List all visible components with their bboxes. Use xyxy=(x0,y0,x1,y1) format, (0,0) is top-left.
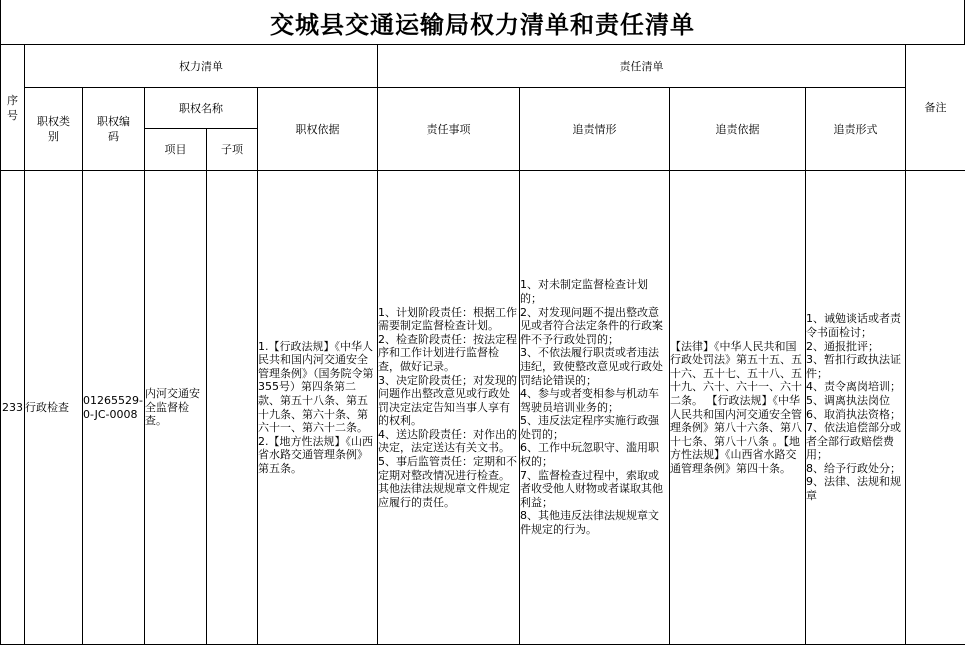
basis-header: 职权依据 xyxy=(258,88,378,171)
row-seq: 233 xyxy=(1,171,25,645)
header-row-2 xyxy=(1,88,965,129)
power-responsibility-table xyxy=(0,44,965,645)
acc-form-header: 追责形式 xyxy=(806,88,906,171)
row-acc-basis: 【法律】《中华人民共和国行政处罚法》第五十五、五十六、五十七、五十八、五十九、六十、六十一、六十二条。 【行政法规】《中华人民共和国内河交通安全管理条例》第八十六条、第八十七条、第八十八条 。【地方性法规】《山西省水路交通管理条例》第四十条。 xyxy=(670,171,806,645)
header-row-1 xyxy=(1,45,965,88)
seq-header: 序号 xyxy=(1,45,25,171)
acc-cases-header: 追责情形 xyxy=(520,88,670,171)
row-code: 01265529-0-JC-0008 xyxy=(83,171,145,645)
category-header: 职权类别 xyxy=(25,88,83,171)
row-resp-items: 1、计划阶段责任：根据工作需要制定监督检查计划。 2、检查阶段责任：按法定程序和工作计划进行监督检查，做好记录。 3、决定阶段责任；对发现的问题作出整改意见或行政处罚决定法定告知当事人享有的权利。 4、送达阶段责任：对作出的决定，法定送达有关文书。 5、事后监管责任：定期和不定期对整改情况进行检查。其他法律法规规章文件规定应履行的责任。 xyxy=(378,171,520,645)
power-list-header: 权力清单 xyxy=(25,45,378,88)
row-acc-form: 1、诫勉谈话或者责令书面检讨； 2、通报批评； 3、暂扣行政执法证件； 4、责令离岗培训； 5、调离执法岗位 6、取消执法资格； 7、依法追偿部分或者全部行政赔偿费用； 8、给予行政处分； 9、法律、法规和规章 xyxy=(806,171,906,645)
remark-header: 备注 xyxy=(906,45,965,171)
row-subitem xyxy=(207,171,258,645)
row-basis: 1.【行政法规】《中华人民共和国内河交通安全管理条例》（国务院令第355号）第四条第二款、第五十八条、第五十九条、第六十条、第六十一、第六十二条。 2.【地方性法规】《山西省水路交通管理条例》第五条。 xyxy=(258,171,378,645)
subitem-header: 子项 xyxy=(207,129,258,171)
responsibility-list-header: 责任清单 xyxy=(378,45,906,88)
acc-basis-header: 追责依据 xyxy=(670,88,806,171)
row-remark xyxy=(906,171,965,645)
row-item: 内河交通安全监督检查。 xyxy=(145,171,207,645)
page-title: 交城县交通运输局权力清单和责任清单 xyxy=(0,0,965,44)
code-header: 职权编码 xyxy=(83,88,145,171)
row-category: 行政检查 xyxy=(25,171,83,645)
row-acc-cases: 1、对未制定监督检查计划的； 2、对发现问题不提出整改意见或者符合法定条件的行政案件不予行政处罚的； 3、不依法履行职责或者违法违纪，致使整改意见或行政处罚结论错误的； 4、参与或者变相参与机动车驾驶员培训业务的； 5、违反法定程序实施行政强处罚的； 6、工作中玩忽职守、滥用职权的； 7、监督检查过程中，索取或者收受他人财物或者谋取其他利益； 8、其他违反法律法规规章文件规定的行为。 xyxy=(520,171,670,645)
table-row xyxy=(1,171,965,645)
name-header: 职权名称 xyxy=(145,88,258,129)
resp-items-header: 责任事项 xyxy=(378,88,520,171)
item-header: 项目 xyxy=(145,129,207,171)
